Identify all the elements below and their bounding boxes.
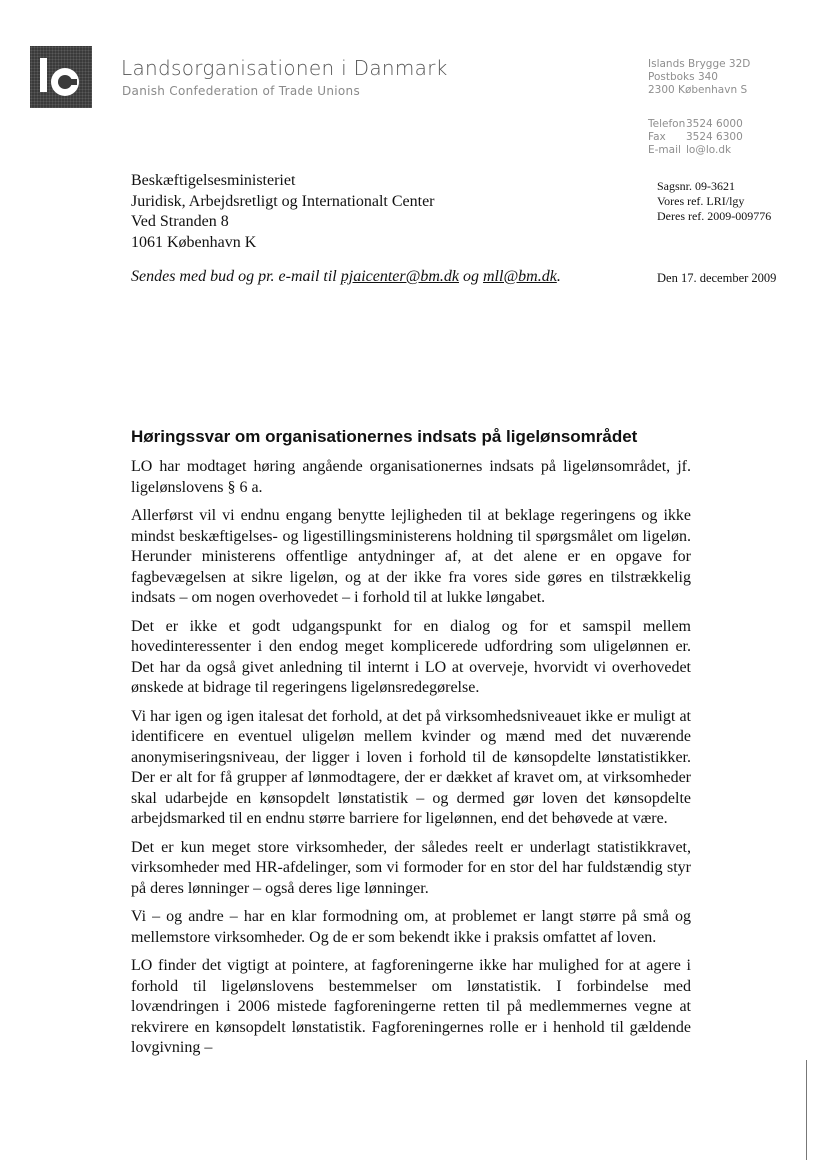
- recipient-address: [131, 171, 435, 253]
- recipient-line: Juridisk, Arbejdsretligt og Internationalt Center: [131, 192, 435, 210]
- contact-block: [648, 58, 750, 157]
- letter-date: Den 17. december 2009: [657, 271, 777, 285]
- body-paragraph: Det er kun meget store virksomheder, der således reelt er underlagt statistikkravet, virksomheder med HR-afdelinger, som vi formoder for en stor del har fuldstændig styr på deres lønninger – også deres lige lønninger.: [131, 838, 691, 897]
- email-row: [648, 144, 750, 157]
- fax-value: 3524 6300: [686, 131, 743, 143]
- body-paragraph: Vi har igen og igen italesat det forhold, at det på virksomhedsniveauet ikke er muligt at identificere en eventuel uligeløn mellem kvinder og mænd med det nuværende anonymiseringsniveau, der ligger i loven i forhold til de kønsopdelte lønstatistikker. Der er alt for få grupper af lønmodtagere, der er dækket af kravet om, at virksomheder skal udarbejde en kønsopdelt lønstatistik – og dermed gør loven det kønsopdelte arbejdsmarked til en endnu større barriere for ligelønnen, end det behøvede at være.: [131, 707, 691, 827]
- case-number: Sagsnr. 09-3621: [657, 179, 735, 193]
- org-name: Landsorganisationen i Danmark: [121, 56, 448, 80]
- address-line: 2300 København S: [648, 84, 748, 96]
- body-paragraph: LO finder det vigtigt at pointere, at fagforeningerne ikke har mulighed for at agere i forhold til ligelønslovens bestemmelser om lønstatistik. I forbindelse med lovændringen i 2006 mistede fagforeningerne retten til på medlemmernes vegne at rekvirere en kønsopdelt lønstatistik. Fagforeningernes rolle er i henhold til gældende lovgivning –: [131, 957, 691, 1056]
- delivery-middle: og: [459, 268, 483, 285]
- delivery-prefix: Sendes med bud og pr. e-mail til: [131, 268, 341, 285]
- body-paragraph: LO har modtaget høring angående organisationernes indsats på ligelønsområdet, jf. ligelønslovens § 6 a.: [131, 458, 691, 496]
- phone-value: 3524 6000: [686, 118, 743, 130]
- body-paragraph: Vi – og andre – har en klar formodning om, at problemet er langt større på små og mellemstore virksomheder. Og de er som bekendt ikke i praksis omfattet af loven.: [131, 908, 691, 946]
- address-line: Islands Brygge 32D: [648, 58, 751, 70]
- reference-block: [657, 179, 771, 224]
- email-value: lo@lo.dk: [686, 144, 732, 156]
- delivery-note: [131, 268, 561, 286]
- delivery-suffix: .: [556, 268, 561, 285]
- letter-body: [131, 457, 691, 1067]
- address-line: Postboks 340: [648, 71, 718, 83]
- your-reference: Deres ref. 2009-009776: [657, 209, 772, 223]
- phone-label: Telefon: [648, 118, 686, 130]
- body-paragraph: Det er ikke et godt udgangspunkt for en dialog og for et samspil mellem hovedinteressenter i den endog meget komplicerede udfordring som uligelønnen er. Det har da også givet anledning til internt i LO at overveje, hvorvidt vi overhovedet ønskede at bidrage til regeringens ligelønsredegørelse.: [131, 617, 691, 696]
- email-label: E-mail: [648, 144, 681, 156]
- org-name-english: Danish Confederation of Trade Unions: [122, 84, 360, 98]
- recipient-line: Beskæftigelsesministeriet: [131, 172, 296, 189]
- letter-heading: Høringssvar om organisationernes indsats på ligelønsområdet: [131, 427, 638, 446]
- our-reference: Vores ref. LRI/lgy: [657, 194, 745, 208]
- fax-label: Fax: [648, 131, 666, 143]
- email-link-pjaicenter[interactable]: pjaicenter@bm.dk: [340, 268, 459, 285]
- phone-row: [648, 118, 750, 131]
- fax-row: [648, 131, 750, 144]
- email-link-mll[interactable]: mll@bm.dk: [483, 268, 557, 285]
- recipient-line: Ved Stranden 8: [131, 213, 229, 230]
- body-paragraph: Allerførst vil vi endnu engang benytte lejligheden til at beklage regeringens og ikke mindst beskæftigelses- og ligestillingsministerens holdning til spørgsmålet om ligeløn. Herunder ministerens offentlige antydninger af, at det alene er en opgave for fagbevægelsen at sikre ligeløn, og at der ikke fra vores side gøres en tilstrækkelig indsats – om nogen overhovedet – i forhold til at lukke løngabet.: [131, 507, 691, 606]
- scan-artifact-line: [806, 1060, 807, 1160]
- recipient-line: 1061 København K: [131, 233, 257, 251]
- lo-logo: [30, 46, 92, 108]
- lo-logo-icon: [30, 46, 92, 108]
